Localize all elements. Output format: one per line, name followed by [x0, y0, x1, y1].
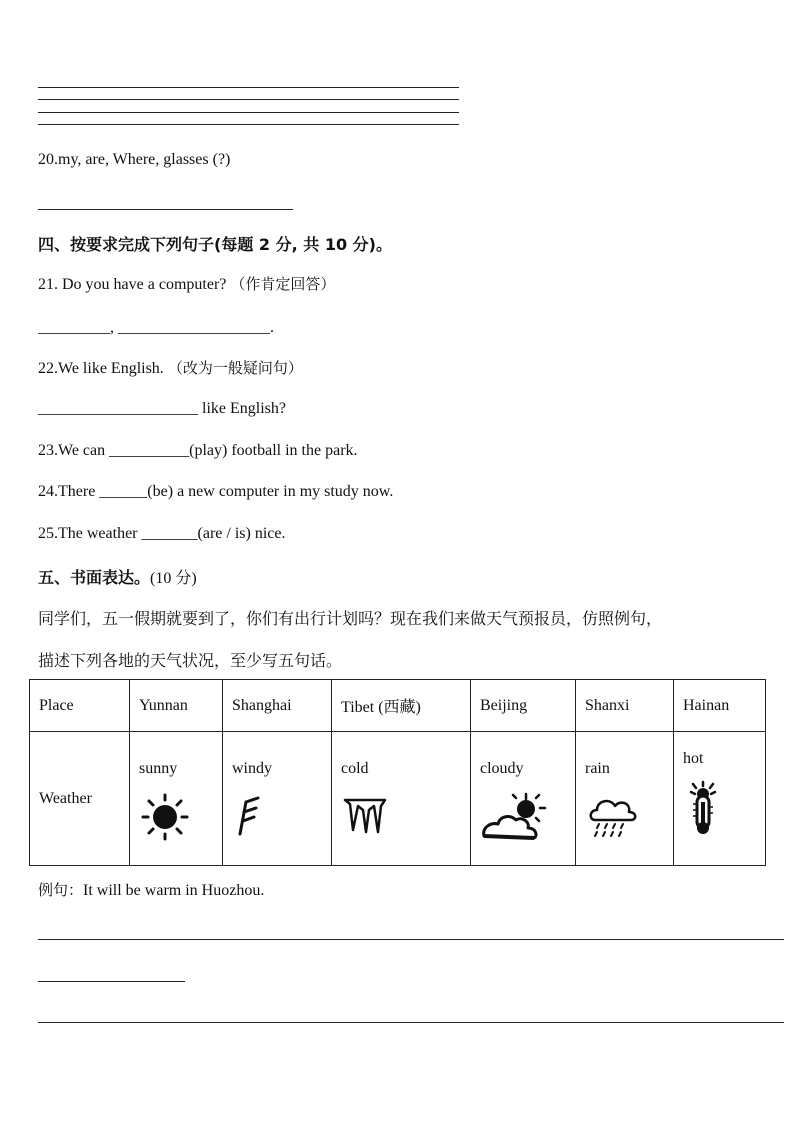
section-score: (10 分): [150, 570, 197, 587]
weather-cell: [332, 732, 471, 866]
question-23: [38, 441, 358, 461]
question-note: （作肯定回答）: [230, 275, 336, 293]
place-cell: Yunnan: [130, 680, 223, 732]
example-label: 例句：: [38, 881, 84, 899]
answer-line[interactable]: [38, 99, 459, 100]
weather-cell: [223, 732, 332, 866]
weather-cell: [471, 732, 576, 866]
question-number: 22.: [38, 360, 58, 377]
question-text: my, are, Where, glasses (?): [58, 151, 231, 168]
question-text: The weather _______(are / is) nice.: [58, 525, 286, 542]
weather-cell: [674, 732, 766, 866]
question-number: 24.: [38, 483, 58, 500]
answer-line[interactable]: [38, 112, 459, 113]
place-cell: Hainan: [674, 680, 766, 732]
weather-word: sunny: [139, 760, 178, 777]
question-22: [38, 358, 303, 379]
answer-line[interactable]: [38, 209, 293, 210]
place-cell: Tibet (西藏): [332, 680, 471, 732]
weather-word: cloudy: [480, 760, 524, 777]
instructions-line-2: 描述下列各地的天气状况，至少写五句话。: [38, 651, 343, 670]
wind-icon: [232, 792, 331, 847]
writing-line[interactable]: [38, 1022, 784, 1023]
weather-cell: [130, 732, 223, 866]
question-25: [38, 524, 285, 544]
question-21: [38, 274, 335, 295]
weather-word: hot: [683, 750, 704, 767]
section-5-heading: [38, 565, 197, 588]
cloudy-icon: [480, 792, 575, 847]
weather-word: windy: [232, 760, 272, 777]
question-number: 21.: [38, 276, 58, 293]
place-cell: Shanxi: [576, 680, 674, 732]
answer-blank-21[interactable]: _________, ___________________.: [38, 319, 274, 336]
place-cell: Shanghai: [223, 680, 332, 732]
question-text: We can __________(play) football in the park.: [58, 442, 358, 459]
question-24: [38, 482, 393, 502]
section-title: 四、按要求完成下列句子: [38, 235, 215, 254]
writing-line[interactable]: [38, 939, 784, 940]
sun-icon: [139, 792, 222, 847]
question-note: （改为一般疑问句）: [167, 359, 303, 377]
example-text: It will be warm in Huozhou.: [83, 882, 265, 899]
thermometer-icon: [683, 780, 765, 843]
answer-22: [38, 399, 286, 419]
weather-label: Weather: [30, 732, 130, 866]
weather-word: rain: [585, 760, 610, 777]
question-text: There ______(be) a new computer in my study now.: [58, 483, 394, 500]
place-label: Place: [30, 680, 130, 732]
instructions-line-1: 同学们，五一假期就要到了，你们有出行计划吗？现在我们来做天气预报员，仿照例句，: [38, 609, 663, 628]
weather-cell: [576, 732, 674, 866]
question-number: 23.: [38, 442, 58, 459]
section-tail: 。: [375, 235, 392, 254]
section-score: (每题 2 分, 共 10 分): [214, 235, 376, 254]
writing-line[interactable]: [38, 981, 185, 982]
question-number: 20.: [38, 151, 58, 168]
answer-tail: like English?: [198, 400, 286, 417]
answer-line[interactable]: [38, 87, 459, 88]
answer-blank-22[interactable]: ____________________: [38, 400, 198, 417]
question-text: Do you have a computer?: [58, 276, 227, 293]
question-text: We like English.: [58, 360, 164, 377]
weather-word: cold: [341, 760, 369, 777]
rain-icon: [585, 792, 673, 847]
question-20: [38, 150, 230, 170]
weather-table: [29, 679, 766, 866]
section-4-heading: [38, 232, 392, 255]
example-sentence: [38, 880, 264, 901]
place-cell: Beijing: [471, 680, 576, 732]
section-title: 五、书面表达。: [38, 568, 151, 587]
table-weather-row: [30, 732, 766, 866]
cold-icon: [341, 792, 470, 847]
table-header-row: [30, 680, 766, 732]
answer-line[interactable]: [38, 124, 459, 125]
question-number: 25.: [38, 525, 58, 542]
